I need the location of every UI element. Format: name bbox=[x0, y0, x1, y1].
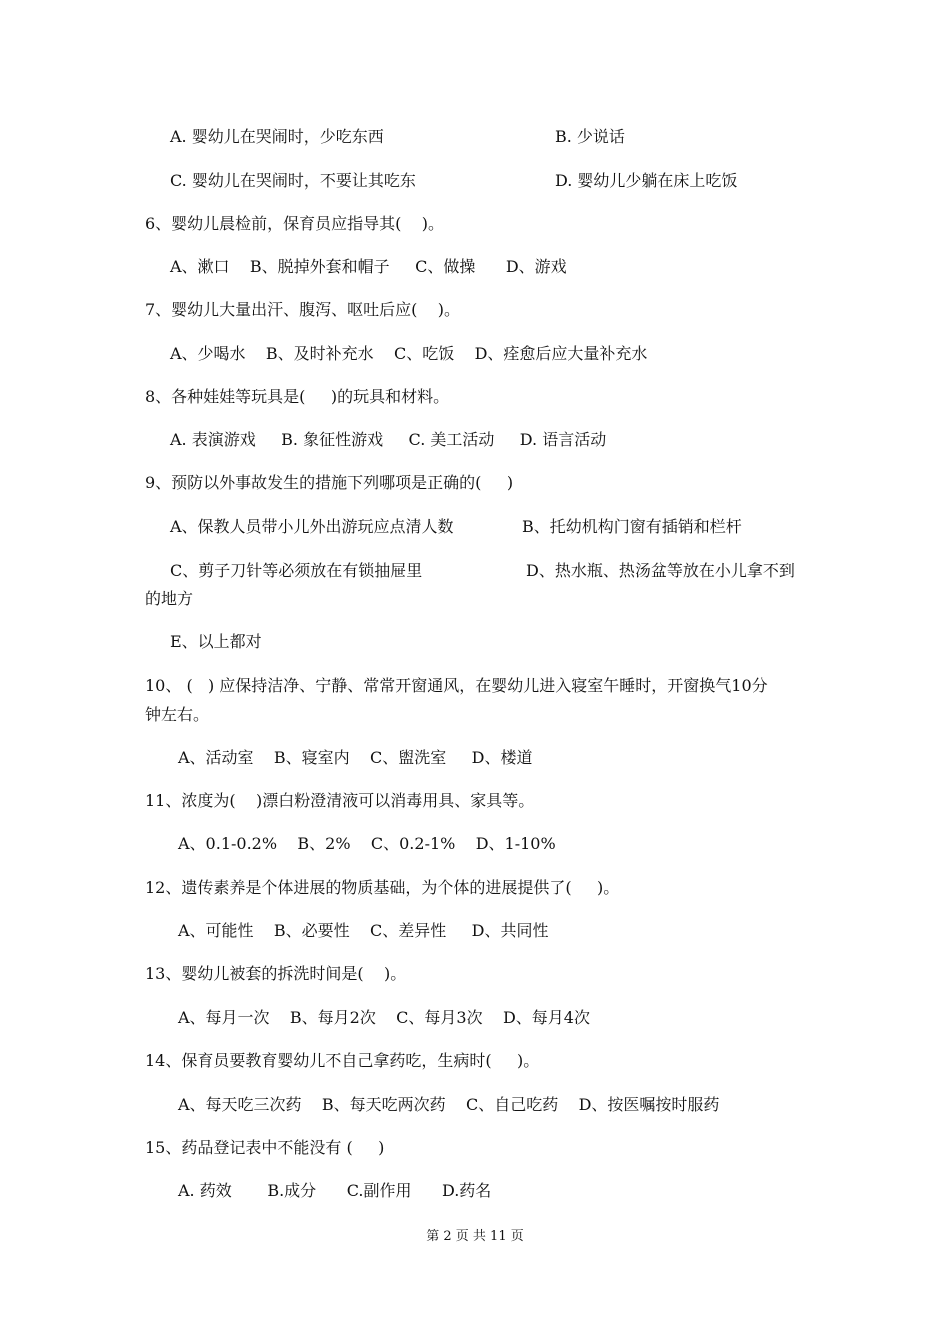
question-13-options: A、每月一次 B、每月2次 C、每月3次 D、每月4次 bbox=[178, 1008, 590, 1027]
question-14-options: A、每天吃三次药 B、每天吃两次药 C、自己吃药 D、按医嘱按时服药 bbox=[178, 1095, 720, 1114]
question-7: 7、婴幼儿大量出汗、腹泻、呕吐后应( )。 bbox=[145, 300, 461, 319]
q5-option-a: A. 婴幼儿在哭闹时，少吃东西 bbox=[170, 127, 384, 146]
question-10-options: A、活动室 B、寝室内 C、盥洗室 D、楼道 bbox=[178, 748, 533, 767]
question-15: 15、药品登记表中不能没有 ( ) bbox=[145, 1138, 385, 1157]
question-14: 14、保育员要教育婴幼儿不自己拿药吃，生病时( )。 bbox=[145, 1051, 540, 1070]
question-9: 9、预防以外事故发生的措施下列哪项是正确的( ) bbox=[145, 473, 514, 492]
question-6-options: A、漱口 B、脱掉外套和帽子 C、做操 D、游戏 bbox=[170, 257, 567, 276]
question-8-options: A. 表演游戏 B. 象征性游戏 C. 美工活动 D. 语言活动 bbox=[170, 430, 607, 449]
question-9-option-b: B、托幼机构门窗有插销和栏杆 bbox=[522, 517, 742, 536]
question-10-continued: 钟左右。 bbox=[145, 705, 210, 724]
question-11-options: A、0.1-0.2% B、2% C、0.2-1% D、1-10% bbox=[178, 834, 556, 853]
q5-option-b: B. 少说话 bbox=[555, 127, 625, 146]
question-9-option-d-continued: 的地方 bbox=[145, 589, 194, 608]
question-8: 8、各种娃娃等玩具是( )的玩具和材料。 bbox=[145, 387, 450, 406]
question-12: 12、遗传素养是个体进展的物质基础，为个体的进展提供了( )。 bbox=[145, 878, 620, 897]
question-13: 13、婴幼儿被套的拆洗时间是( )。 bbox=[145, 964, 407, 983]
question-9-option-a: A、保教人员带小儿外出游玩应点清人数 bbox=[170, 517, 454, 536]
question-9-option-c: C、剪子刀针等必须放在有锁抽屉里 bbox=[170, 561, 423, 580]
question-6: 6、婴幼儿晨检前，保育员应指导其( )。 bbox=[145, 214, 445, 233]
q5-option-d: D. 婴幼儿少躺在床上吃饭 bbox=[555, 171, 738, 190]
question-15-options: A. 药效 B.成分 C.副作用 D.药名 bbox=[178, 1181, 492, 1200]
question-10: 10、 ( ) 应保持洁净、宁静、常常开窗通风，在婴幼儿进入寝室午睡时，开窗换气10分 bbox=[145, 676, 768, 695]
q5-option-c: C. 婴幼儿在哭闹时，不要让其吃东 bbox=[170, 171, 416, 190]
page-number-footer: 第 2 页 共 11 页 bbox=[426, 1229, 524, 1244]
question-9-option-e: E、以上都对 bbox=[170, 632, 262, 651]
question-9-option-d: D、热水瓶、热汤盆等放在小儿拿不到 bbox=[526, 561, 795, 580]
question-7-options: A、少喝水 B、及时补充水 C、吃饭 D、痊愈后应大量补充水 bbox=[170, 344, 648, 363]
question-11: 11、浓度为( )漂白粉澄清液可以消毒用具、家具等。 bbox=[145, 791, 535, 810]
question-12-options: A、可能性 B、必要性 C、差异性 D、共同性 bbox=[178, 921, 549, 940]
